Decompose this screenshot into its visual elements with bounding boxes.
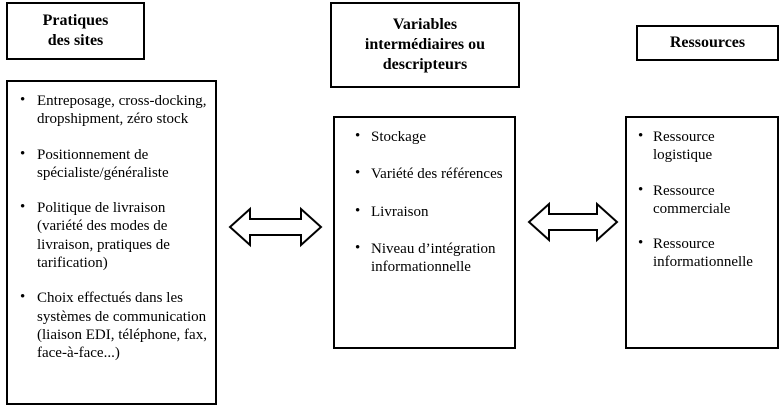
- column-title-ressources: [636, 25, 779, 61]
- double-headed-arrow-icon-left: [228, 205, 323, 249]
- column-list-variables: [333, 116, 516, 349]
- list-item: • Politique de livraison (variété des modes de livraison, pratiques de tarification): [12, 199, 207, 272]
- column-list-pratiques: [6, 80, 217, 405]
- bullet-list-variables: [339, 128, 506, 276]
- column-title-pratiques: [6, 2, 145, 60]
- column-title-ressources-line1: Ressources: [669, 34, 746, 51]
- column-title-pratiques-line2: des sites: [47, 32, 104, 49]
- list-item: • Ressource commerciale: [631, 182, 769, 219]
- column-title-variables: [330, 2, 520, 88]
- list-item: • Positionnement de spécialiste/généraliste: [12, 146, 207, 183]
- column-title-variables-line1: Variables: [392, 16, 458, 33]
- list-item: • Livraison: [339, 203, 506, 221]
- double-headed-arrow-icon-right: [527, 200, 619, 244]
- list-item: • Niveau d’intégration informationnelle: [339, 240, 506, 277]
- column-title-pratiques-line1: Pratiques: [42, 12, 109, 29]
- list-item: • Stockage: [339, 128, 506, 146]
- list-item: • Ressource logistique: [631, 128, 769, 165]
- column-list-ressources: [625, 116, 779, 349]
- column-title-variables-line2: intermédiaires ou: [364, 36, 486, 53]
- column-title-variables-line3: descripteurs: [382, 56, 468, 73]
- list-item: • Ressource informationnelle: [631, 235, 769, 272]
- list-item: • Entreposage, cross-docking, dropshipment, zéro stock: [12, 92, 207, 129]
- bullet-list-ressources: [631, 128, 769, 272]
- list-item: • Choix effectués dans les systèmes de communication (liaison EDI, téléphone, fax, face-à-face...): [12, 289, 207, 362]
- bullet-list-pratiques: [12, 92, 207, 363]
- list-item: • Variété des références: [339, 165, 506, 183]
